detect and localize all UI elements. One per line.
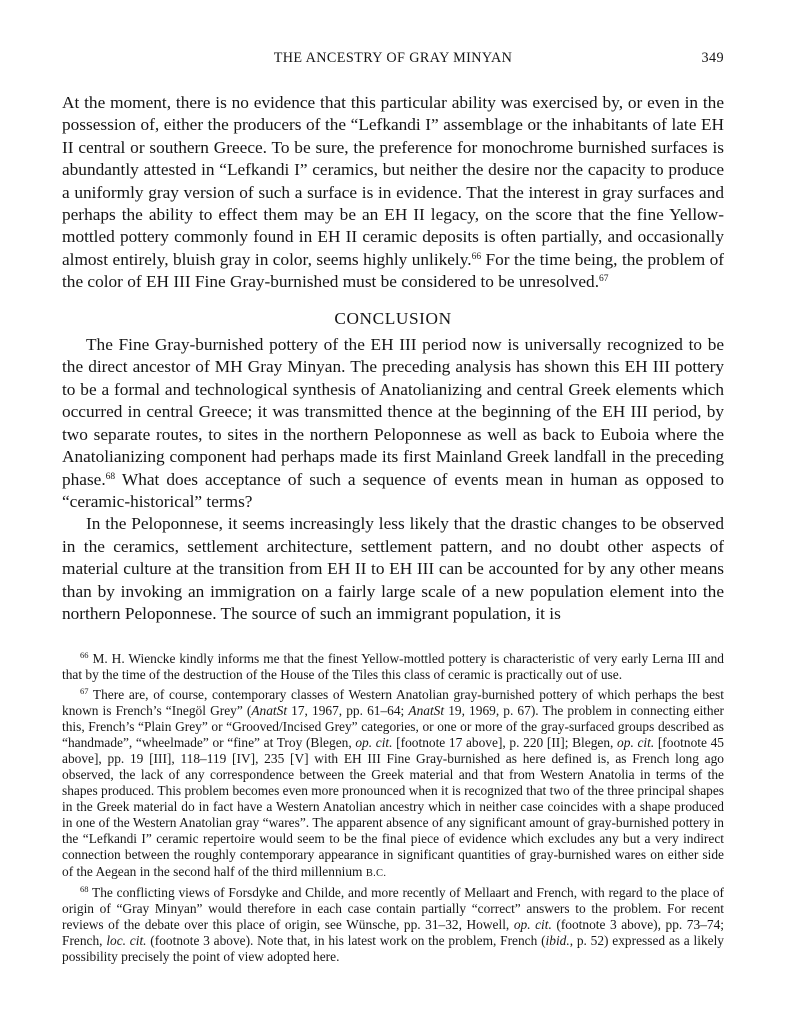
footnote-67: $^{67}$ There are, of course, contemporary classes of Western Anatolian gray-burnished pottery of which perhaps the best known is French’s “Inegöl Grey” (AnatSt 17, 1967, pp. 61–64; AnatSt 19, 1969, p. 67). The problem in connecting either this, French’s “Plain Grey” or “Grooved/Incised Grey” categories, or one or more of the gray-surfaced groups described as “handmade”, “wheelmade” or “fine” at Troy (Blegen, op. cit. [footnote 17 above], p. 220 [II]; Blegen, op. cit. [footnote 45 above], pp. 19 [III], 118–119 [IV], 235 [V] with EH III Fine Gray-burnished as here defined is, as French long ago observed, the lack of any correspondence between the Greek material and that from Western Anatolia in terms of the shapes produced. This problem becomes even more pronounced when it is recognized that two of the three principal shapes in the Greek material do in fact have a Western Anatolian ancestry which in neither case coincides with a shape produced in one of the Western Anatolian gray “wares”. The apparent absence of any significant amount of gray-burnished pottery in the “Lefkandi I” ceramic repertoire would seem to be the final piece of evidence which excludes any but a very indirect connection between the roughly contemporary appearance in significant quantities of gray-burnished wares on either side of the Aegean in the second half of the third millennium B.C. xyxy=(62,685,725,879)
footnote-number: 67 xyxy=(80,685,89,696)
footnote-ref[interactable]: 67 xyxy=(599,274,609,285)
footnotes xyxy=(62,651,724,965)
running-header xyxy=(62,50,724,72)
footnote-68: $^{68}$ The conflicting views of Forsdyke and Childe, and more recently of Mellaart and French, with regard to the place of origin of “Gray Minyan” would therefore in each case contain partially “correct” answers to the problem. For recent reviews of the debate over this place of origin, see Wünsche, pp. 31–32, Howell, op. cit. (footnote 3 above), pp. 73–74; French, loc. cit. (footnote 3 above). Note that, in his latest work on the problem, French (ibid., p. 52) expressed as a likely possibility precisely the point of view adopted here. xyxy=(62,883,724,965)
main-text xyxy=(62,92,724,625)
footnote-ref[interactable]: 68 xyxy=(105,471,116,482)
footnote-number: 68 xyxy=(80,883,89,894)
footnote-ref[interactable]: 66 xyxy=(471,251,482,262)
paragraph: In the Peloponnese, it seems increasingly less likely that the drastic changes to be observed in the ceramics, settlement architecture, settlement pattern, and no doubt other aspects of material culture at the transition from EH II to EH III can be accounted for by any other means than by invoking an immigration on a fairly large scale of a new population element into the northern Peloponnese. The source of such an immigrant population, it is xyxy=(62,514,724,623)
footnote-number: 66 xyxy=(80,650,89,661)
footnote-66: $^{66}$ M. H. Wiencke kindly informs me that the finest Yellow-mottled pottery is characteristic of very early Lerna III and that by the time of the destruction of the House of the Tiles this class of ceramic is practically out of use. xyxy=(62,650,724,683)
journal-page xyxy=(62,50,724,968)
section-heading: CONCLUSION xyxy=(334,308,452,328)
paragraph: The Fine Gray-burnished pottery of the EH III period now is universally recognized to be the direct ancestor of MH Gray Minyan. The preceding analysis has shown this EH III pottery to be a formal and technological synthesis of Anatolianizing and central Greek elements which occurred in central Greece; it was transmitted thence at the beginning of the EH III period, by two separate routes, to sites in the northern Peloponnese as well as back to Euboia where the Anatolianizing component had perhaps made its first Mainland Greek landfall in the preceding phase.$^{68}$ What does acceptance of such a sequence of events mean in human as opposed to “ceramic-historical” terms? xyxy=(62,335,724,511)
page-number: 349 xyxy=(701,50,724,66)
paragraph: At the moment, there is no evidence that this particular ability was exercised by, or even in the possession of, either the producers of the “Lefkandi I” assemblage or the inhabitants of late EH II central or southern Greece. To be sure, the preference for monochrome burnished surfaces is abundantly attested in “Lefkandi I” ceramics, but neither the desire nor the capacity to produce a uniformly gray version of such a surface is in evidence. That the interest in gray surfaces and perhaps the ability to effect them may be an EH II legacy, on the score that the fine Yellow-mottled pottery commonly found in EH II ceramic deposits is often partially, and occasionally almost entirely, bluish gray in color, seems highly unlikely.$^{66}$ For the time being, the problem of the color of EH III Fine Gray-burnished must be considered to be unresolved.$^{67}$ xyxy=(62,93,725,292)
running-title: THE ANCESTRY OF GRAY MINYAN xyxy=(273,50,513,66)
